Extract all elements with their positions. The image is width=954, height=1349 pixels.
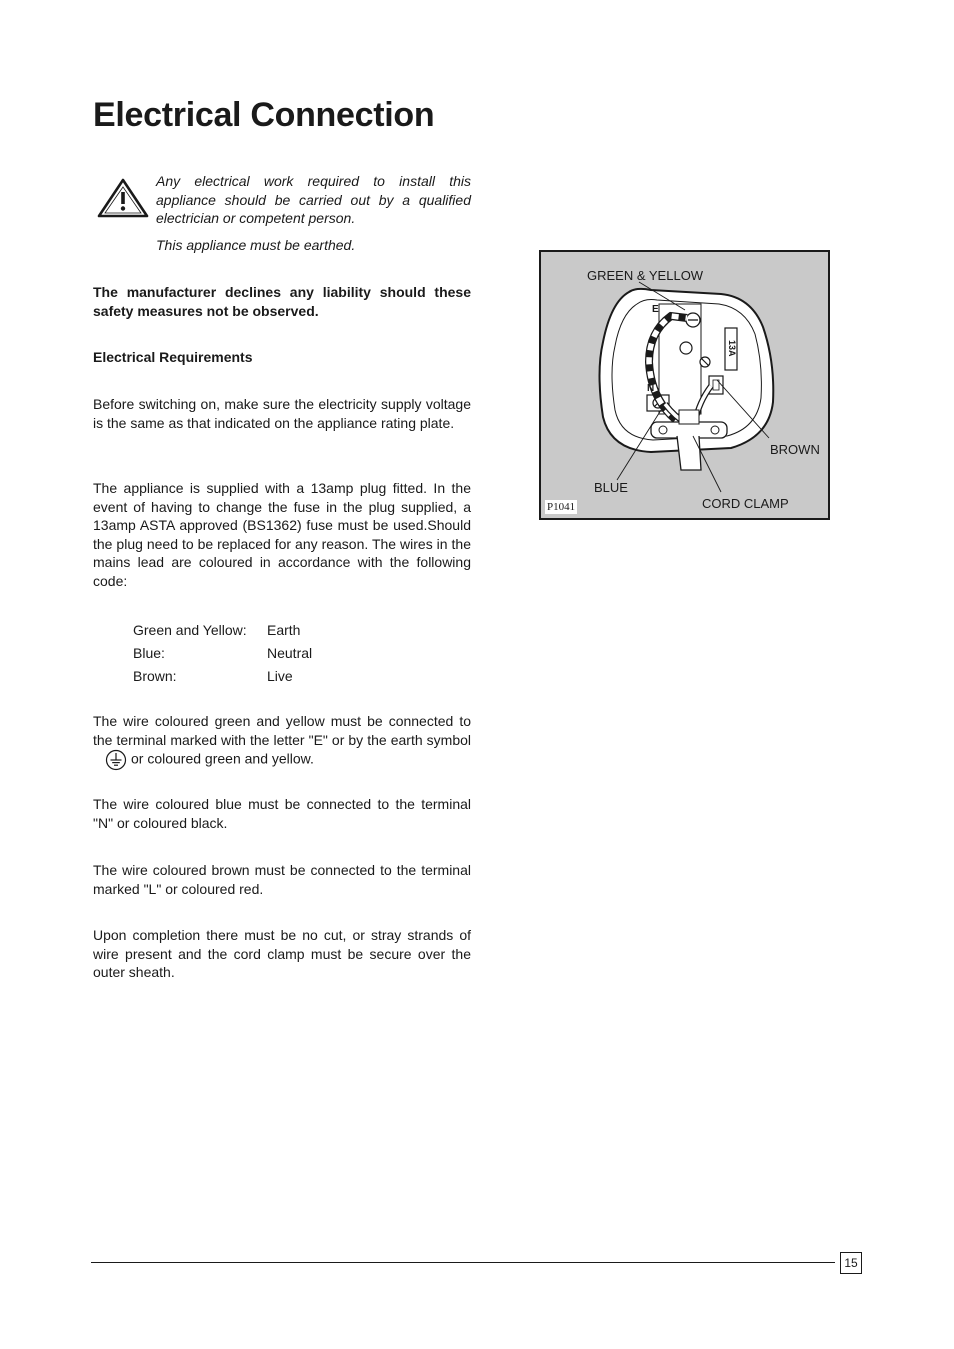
terminal-n-label: N [647,383,655,394]
warning-triangle-icon [97,178,149,218]
wire-code-table [133,619,312,688]
label-cord-clamp: CORD CLAMP [702,496,789,511]
section-heading: Electrical Requirements [93,349,253,365]
figure-code: P1041 [547,501,576,513]
wire-colour: Blue: [133,645,165,661]
plug-wiring-figure [539,250,830,520]
wire-meaning: Neutral [267,645,313,661]
plug-diagram [541,252,828,518]
wire-code-row [133,642,312,665]
wire-colour: Green and Yellow: [133,622,247,638]
earth-symbol-icon [105,749,127,771]
earthed-note: This appliance must be earthed. [156,237,356,253]
page-number: 15 [840,1252,862,1274]
wire-code-row [133,665,312,688]
terminal-e-label: E [652,304,659,315]
blue-wire-paragraph: The wire coloured blue must be connected to the terminal "N" or coloured black. [93,796,471,831]
label-green-yellow: GREEN & YELLOW [587,268,704,283]
wire-meaning: Earth [267,622,301,638]
fuse-rating-label: 13A [727,340,737,357]
wire-code-row [133,619,312,642]
supply-voltage-paragraph: Before switching on, make sure the electricity supply voltage is the same as that indicated on the appliance rating plate. [93,396,471,431]
earth-wire-paragraph [93,712,471,771]
footer-rule [91,1262,835,1263]
earth-text-after: or coloured green and yellow. [131,750,314,767]
label-blue: BLUE [594,480,628,495]
page-title: Electrical Connection [93,96,435,134]
wire-colour: Brown: [133,668,177,684]
liability-statement: The manufacturer declines any liability should these safety measures not be observed. [93,284,471,319]
completion-paragraph: Upon completion there must be no cut, or stray strands of wire present and the cord clamp must be secure over the outer sheath. [93,927,471,981]
earth-text-before: The wire coloured green and yellow must be connected to the terminal marked with the letter "E" or by the earth symbol [93,713,471,748]
label-brown: BROWN [770,442,820,457]
brown-wire-paragraph: The wire coloured brown must be connected to the terminal marked "L" or coloured red. [93,862,471,897]
plug-fuse-paragraph: The appliance is supplied with a 13amp plug fitted. In the event of having to change the fuse in the plug supplied, a 13amp ASTA approved (BS1362) fuse must be used.Should the plug need to be replaced for any reason. The wires in the mains lead are coloured in accordance with the following code: [93,480,471,589]
warning-text: Any electrical work required to install this appliance should be carried out by a qualified electrician or competent person. [156,173,471,227]
wire-meaning: Live [267,668,293,684]
